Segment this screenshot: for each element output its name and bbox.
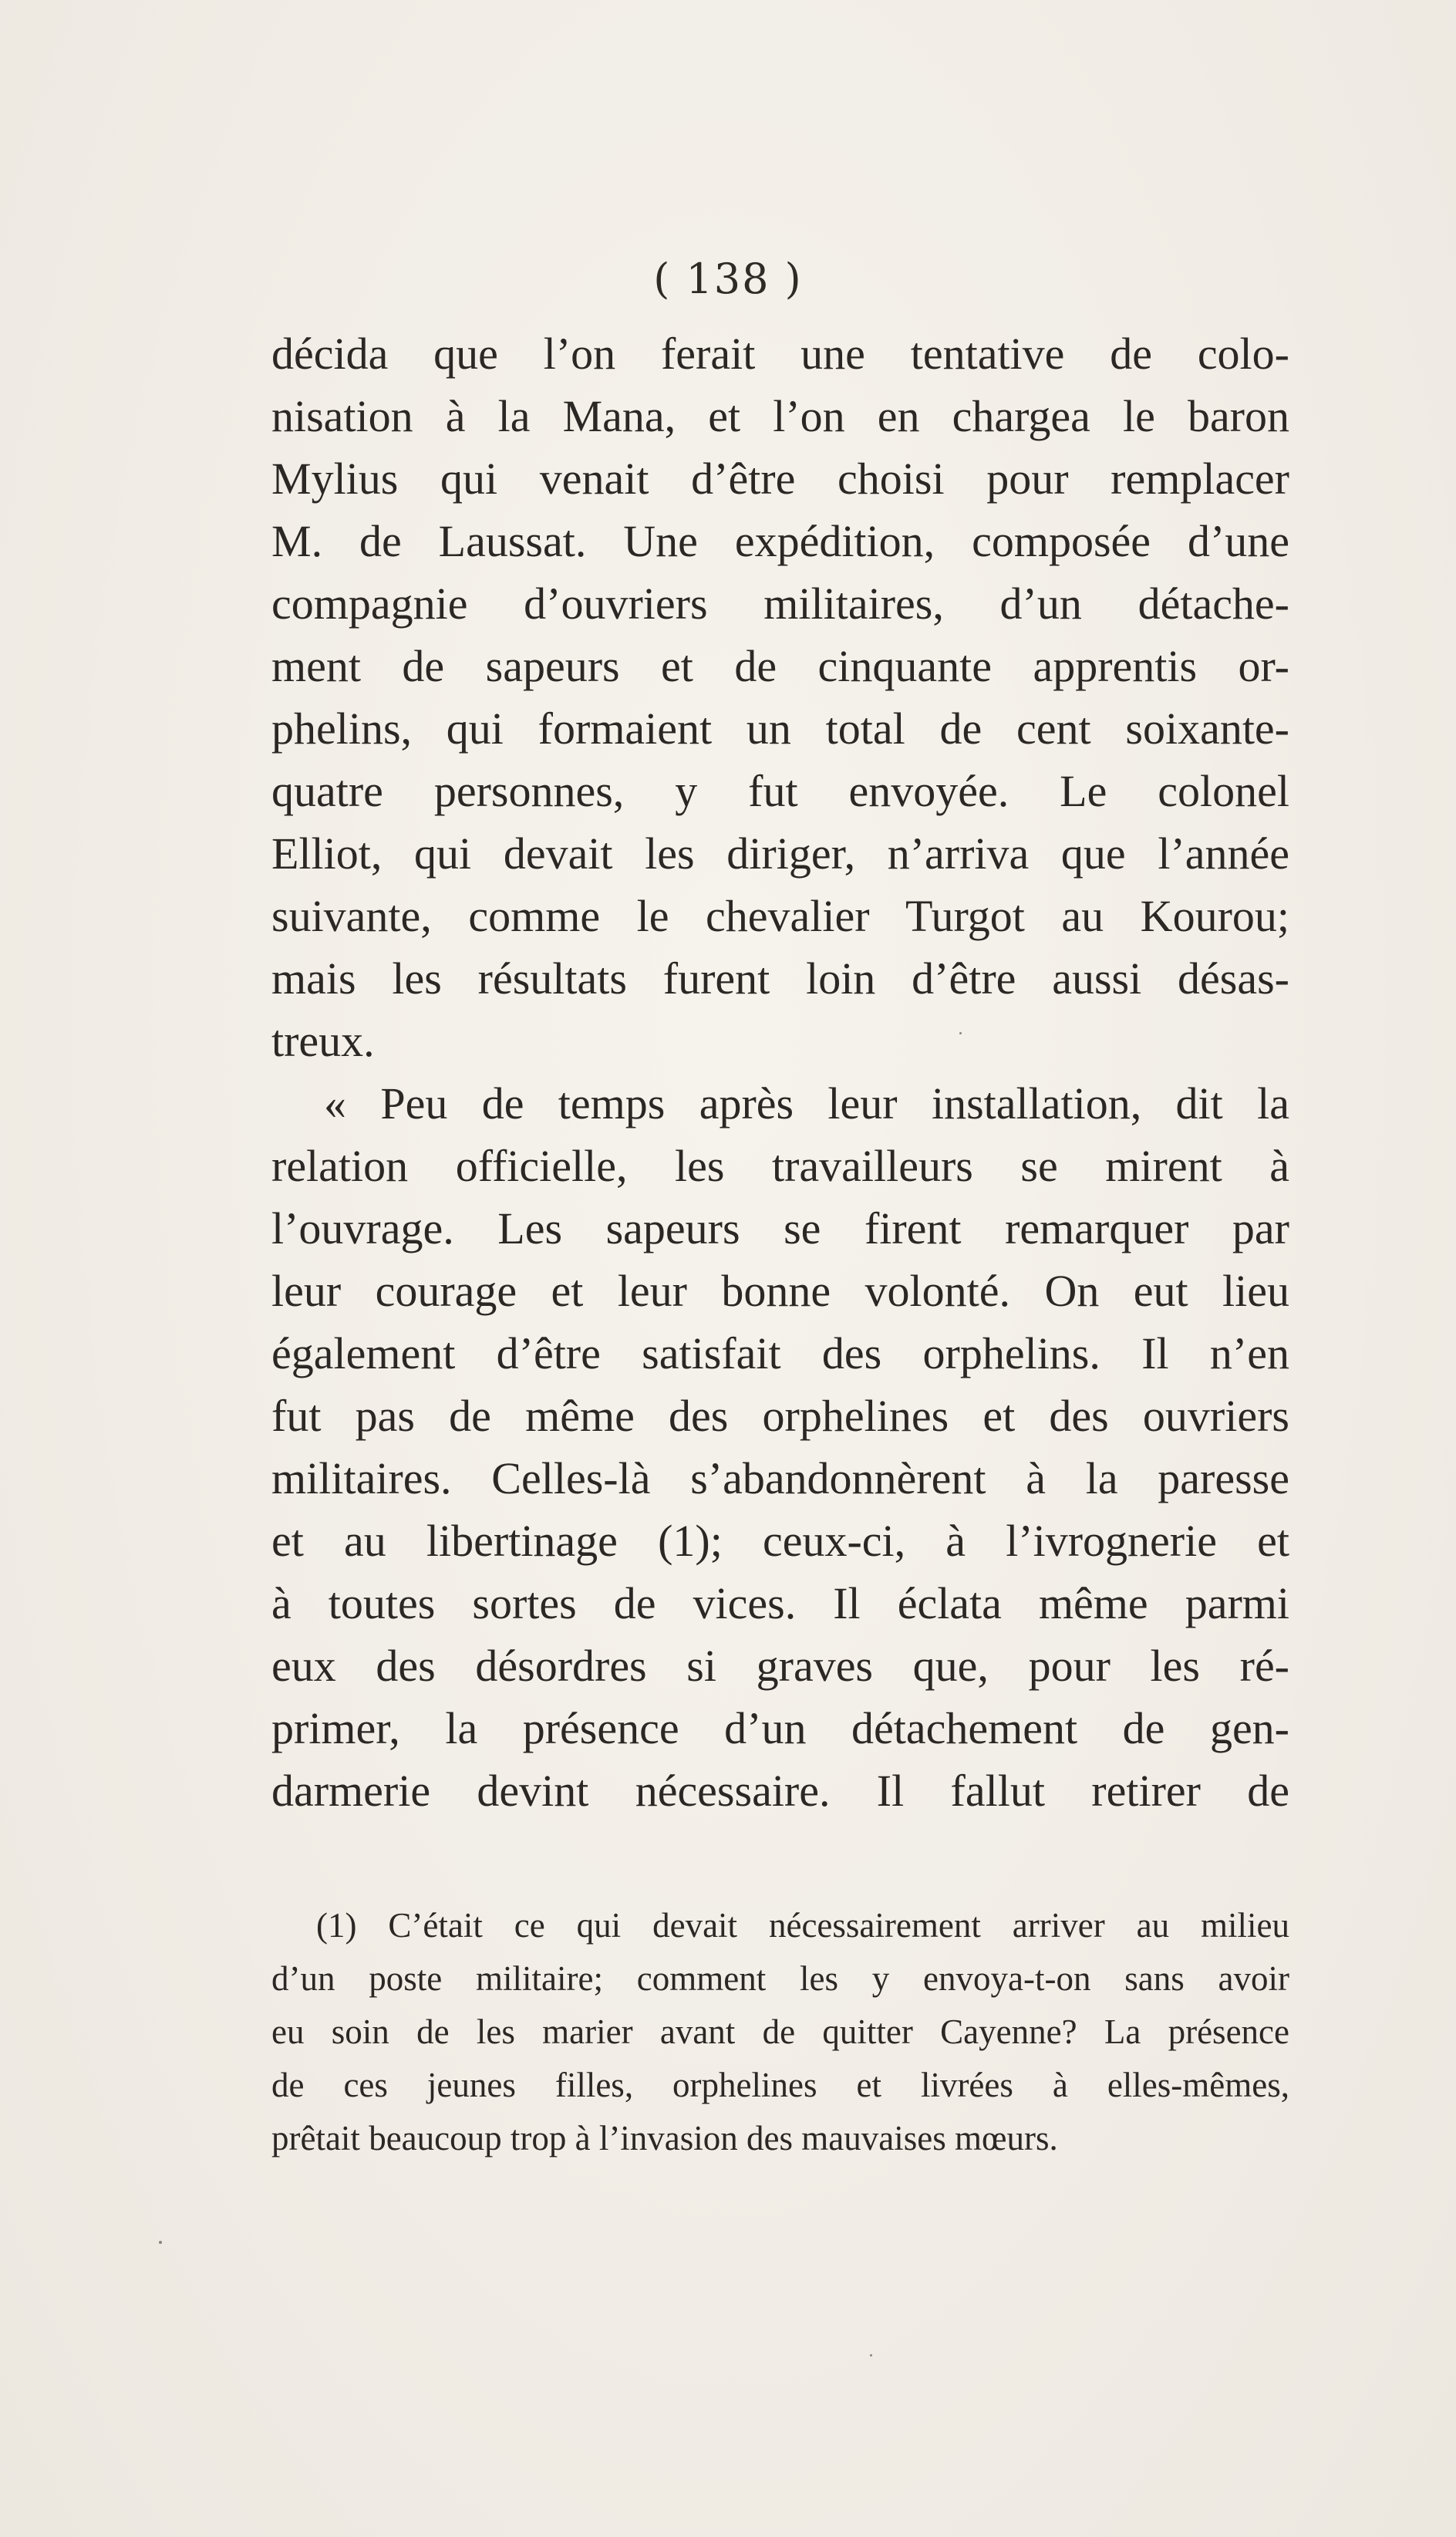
text-line: phelins, qui formaient un total de cent soixante- (271, 703, 1289, 754)
text-line: Elliot, qui devait les diriger, n’arriva que l’année (271, 828, 1289, 879)
text-line: darmerie devint nécessaire. Il fallut retirer de (271, 1766, 1289, 1816)
text-line: nisation à la Mana, et l’on en chargea le baron (271, 391, 1289, 441)
text-line: compagnie d’ouvriers militaires, d’un détache- (271, 579, 1289, 629)
text-line: Mylius qui venait d’être choisi pour remplacer (271, 454, 1289, 504)
text-line: décida que l’on ferait une tentative de colo- (271, 329, 1289, 379)
footnote-line: (1) C’était ce qui devait nécessairement arriver au milieu (316, 1906, 1289, 1945)
text-line: militaires. Celles-là s’abandonnèrent à la paresse (271, 1453, 1289, 1503)
text-line: M. de Laussat. Une expédition, composée d’une (271, 516, 1289, 566)
text-line: à toutes sortes de vices. Il éclata même parmi (271, 1578, 1289, 1628)
footnote (271, 1899, 1289, 2165)
text-line: l’ouvrage. Les sapeurs se firent remarquer par (271, 1203, 1289, 1253)
paper-speck (870, 2354, 872, 2357)
footnote-line: d’un poste militaire; comment les y envoya-t-on sans avoir (271, 1959, 1289, 1998)
text-line: ment de sapeurs et de cinquante apprentis or- (271, 641, 1289, 691)
footnote-line: prêtait beaucoup trop à l’invasion des mauvaises mœurs. (271, 2119, 1058, 2157)
paper-speck (959, 1032, 962, 1034)
body-text (271, 322, 1289, 1822)
text-line: quatre personnes, y fut envoyée. Le colonel (271, 766, 1289, 816)
text-line: fut pas de même des orphelines et des ouvriers (271, 1391, 1289, 1441)
text-line: treux. (271, 1016, 375, 1066)
text-line: primer, la présence d’un détachement de gen- (271, 1703, 1289, 1753)
paper-speck (159, 2241, 162, 2244)
text-line: et au libertinage (1); ceux-ci, à l’ivrognerie et (271, 1516, 1289, 1566)
footnote-line: de ces jeunes filles, orphelines et livrées à elles-mêmes, (271, 2066, 1289, 2104)
footnote-line: eu soin de les marier avant de quitter Cayenne? La présence (271, 2012, 1289, 2051)
text-line: relation officielle, les travailleurs se mirent à (271, 1141, 1289, 1191)
text-line: « Peu de temps après leur installation, dit la (324, 1078, 1289, 1128)
text-line: leur courage et leur bonne volonté. On eut lieu (271, 1266, 1289, 1316)
text-line: également d’être satisfait des orphelins. Il n’en (271, 1328, 1289, 1378)
text-line: mais les résultats furent loin d’être aussi désas- (271, 953, 1289, 1004)
text-line: eux des désordres si graves que, pour les ré- (271, 1641, 1289, 1691)
page-number: ( 138 ) (653, 255, 803, 303)
text-line: suivante, comme le chevalier Turgot au Kourou; (271, 891, 1289, 941)
